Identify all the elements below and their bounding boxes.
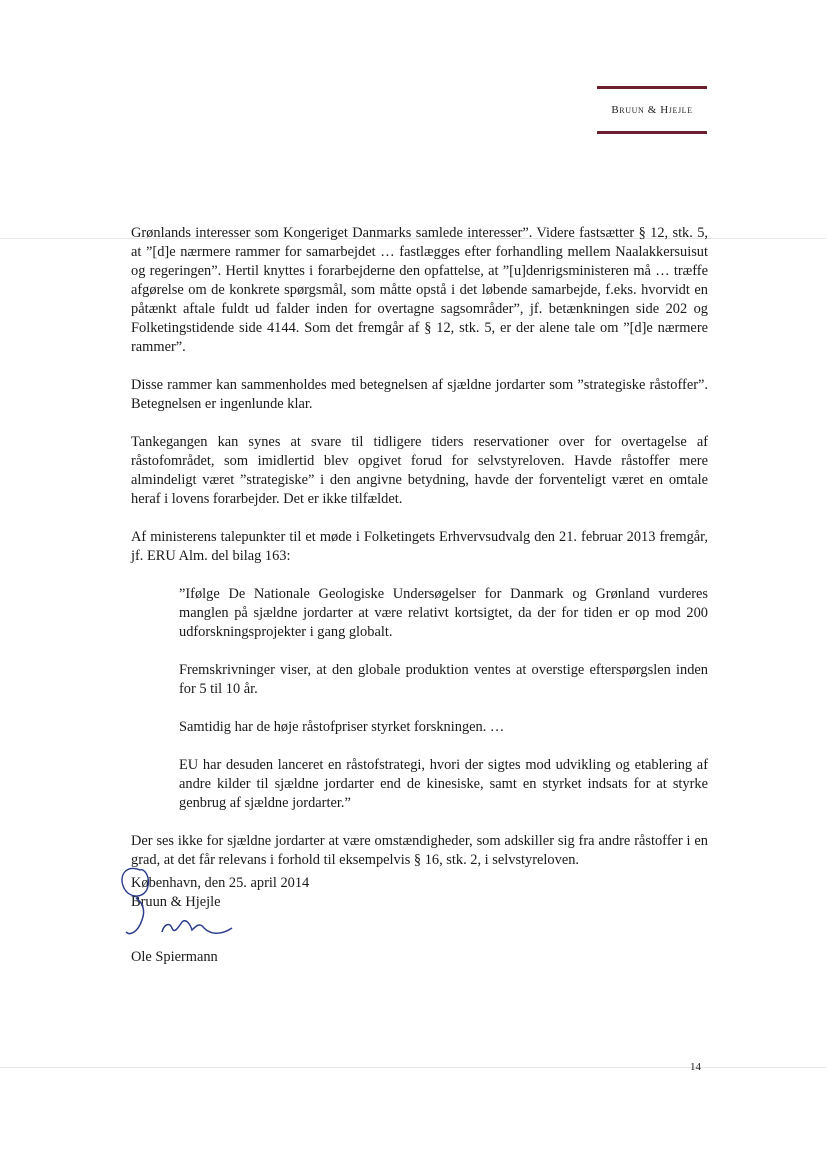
- place-date: København, den 25. april 2014: [131, 875, 310, 891]
- header-rule-top: [597, 86, 707, 89]
- scan-artifact-line: [0, 1067, 826, 1068]
- body-paragraph: Tankegangen kan synes at svare til tidligere tiders reservationer over for overtagelse af råstofområdet, som imidlertid blev opgivet forud for selvstyreloven. Havde råstoffer mere almindeligt været ”strategiske” i den angivne betydning, havde der forventeligt været en omtale heraf i lovens forarbejder. Det er ikke tilfældet.: [131, 434, 708, 507]
- block-quote: [179, 585, 708, 813]
- page-number: 14: [690, 1061, 701, 1073]
- header-rule-bottom: [597, 131, 707, 134]
- body-paragraph: Disse rammer kan sammenholdes med betegnelsen af sjældne jordarter som ”strategiske råstoffer”. Betegnelsen er ingenlunde klar.: [131, 377, 708, 412]
- signer-name: Ole Spiermann: [131, 949, 218, 965]
- letter-body: [131, 224, 708, 889]
- closing-firm: Bruun & Hjejle: [131, 894, 221, 910]
- quote-paragraph: Fremskrivninger viser, at den globale produktion ventes at overstige efterspørgslen inden for 5 til 10 år.: [179, 662, 708, 697]
- firm-logo: Bruun & Hjejle: [611, 104, 693, 116]
- quote-paragraph: EU har desuden lanceret en råstofstrategi, hvori der sigtes mod udvikling og etablering af andre kilder til sjældne jordarter end de kinesiske, samt en styrket indsats for at styrke genbrug af sjældne jordarter.”: [179, 757, 708, 811]
- body-paragraph: Der ses ikke for sjældne jordarter at være omstændigheder, som adskiller sig fra andre råstoffer i en grad, at det får relevans i forhold til eksempelvis § 16, stk. 2, i selvstyreloven.: [131, 833, 708, 868]
- body-paragraph: Grønlands interesser som Kongeriget Danmarks samlede interesser”. Videre fastsætter § 12, stk. 5, at ”[d]e nærmere rammer for samarbejdet … fastlægges efter forhandling mellem Naalakkersuisut og regeringen”. Hertil knyttes i forarbejderne den opfattelse, at ”[u]denrigsministeren må … træffe afgørelse om de konkrete spørgsmål, som måtte opstå i det løbende samarbejde, f.eks. hvorvidt en påtænkt aftale fuldt ud falder inden for overtagne sagsområder”, jf. betænkningen side 202 og Folketingstidende side 4144. Som det fremgår af § 12, stk. 5, er der alene tale om ”[d]e nærmere rammer”.: [131, 225, 708, 355]
- body-paragraph: Af ministerens talepunkter til et møde i Folketingets Erhvervsudvalg den 21. februar 2013 fremgår, jf. ERU Alm. del bilag 163:: [131, 529, 708, 564]
- handwritten-signature: [112, 858, 252, 948]
- quote-paragraph: ”Ifølge De Nationale Geologiske Undersøgelser for Danmark og Grønland vurderes manglen på sjældne jordarter at være relativt kortsigtet, da der for tiden er op mod 200 udforskningsprojekter i gang globalt.: [179, 586, 708, 640]
- quote-paragraph: Samtidig har de høje råstofpriser styrket forskningen. …: [179, 719, 505, 735]
